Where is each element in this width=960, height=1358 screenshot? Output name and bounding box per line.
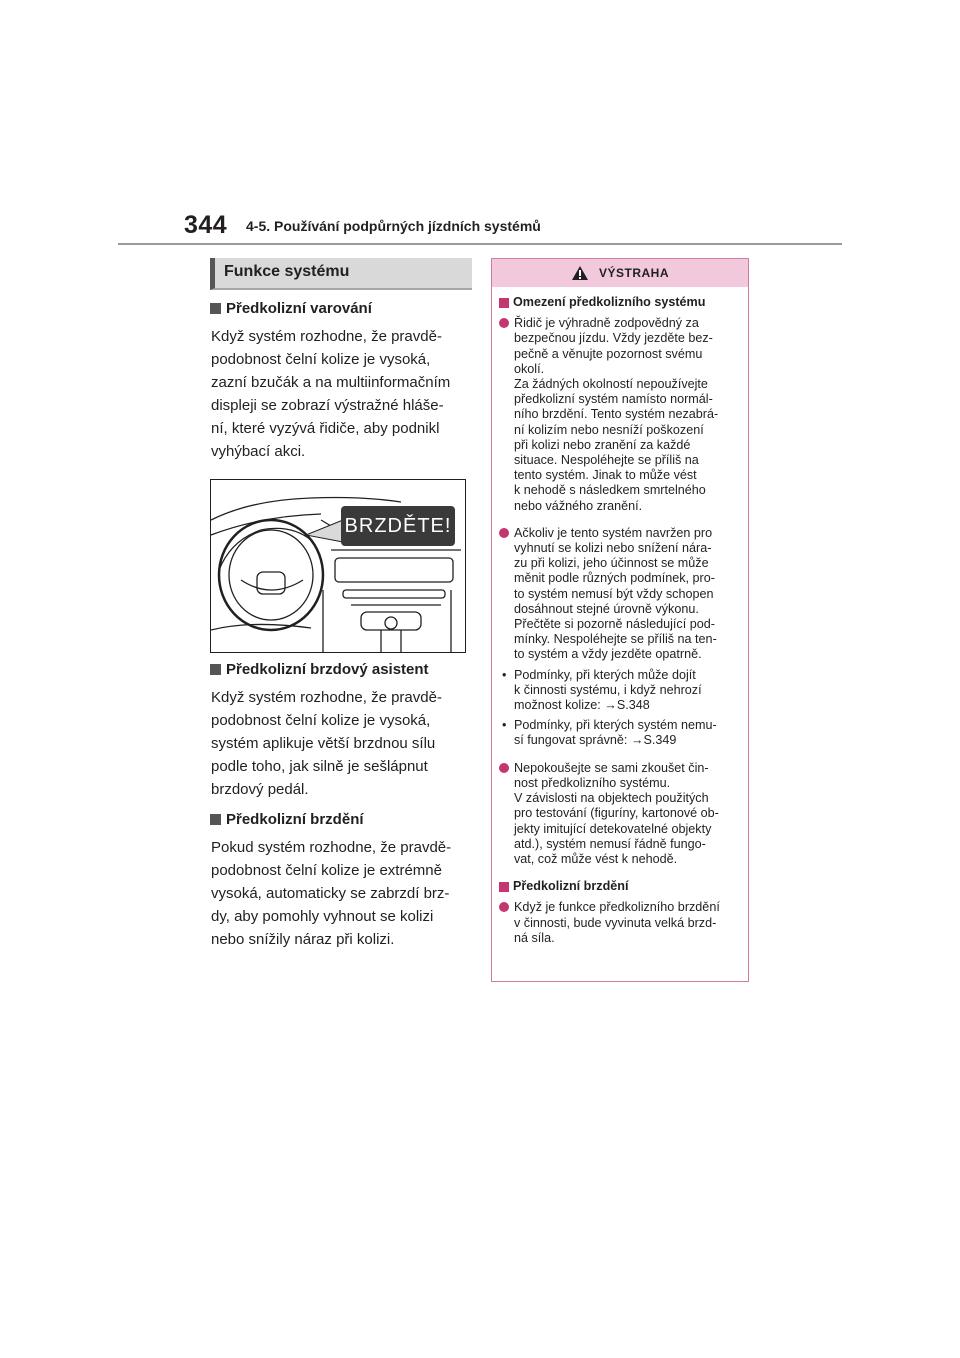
circle-bullet-icon — [499, 528, 509, 538]
text-line: okolí. — [514, 361, 545, 376]
text-line: atd.), systém nemusí řádně fungo- — [514, 836, 706, 851]
square-bullet-icon — [210, 303, 221, 314]
square-bullet-icon — [499, 882, 509, 892]
text-line: podobnost čelní kolize je vysoká, — [211, 351, 431, 368]
paragraph-warning — [210, 325, 472, 463]
paragraph-brake-assist — [210, 686, 472, 801]
text-line: ního brzdění. Tento systém nezabrá- — [514, 407, 719, 422]
warning-item — [499, 316, 742, 514]
left-column — [210, 258, 472, 951]
text-line: podle toho, jak silně je sešlápnut — [211, 758, 428, 775]
text-line: V závislosti na objektech použitých — [514, 791, 709, 806]
text-line: jekty imitující detekovatelné objekty — [514, 821, 712, 836]
square-bullet-icon — [210, 664, 221, 675]
subheading-warning — [210, 300, 472, 317]
text-line: ní, které vyzývá řidiče, aby podnikl — [211, 420, 440, 437]
warning-item — [499, 526, 742, 663]
display-text: BRZDĚTE! — [344, 515, 452, 537]
warning-triangle-icon — [571, 265, 589, 281]
text-line: tento systém. Jinak to může vést — [514, 468, 697, 483]
page-reference-link[interactable]: možnost kolize: →S.348 — [514, 698, 650, 713]
text-line: Pokud systém rozhodne, že pravdě- — [211, 839, 452, 856]
text-line: Když je funkce předkolizního brzdění — [514, 900, 720, 915]
section-title: 4-5. Používání podpůrných jízdních systémů — [246, 218, 541, 234]
section-heading-box — [210, 258, 472, 290]
section-heading: Funkce systému — [224, 263, 350, 280]
text-line: to systém nemusí být vždy schopen — [514, 586, 714, 601]
warning-subheading — [499, 295, 742, 310]
text-line: nebo snížily náraz při kolizi. — [211, 931, 395, 948]
text-line: Podmínky, při kterých může dojít — [514, 667, 696, 682]
page-number: 344 — [184, 211, 228, 239]
square-bullet-icon — [499, 298, 509, 308]
text-line: Nepokoušejte se sami zkoušet čin- — [514, 760, 709, 775]
circle-bullet-icon — [499, 902, 509, 912]
text-line: Za žádných okolností nepoužívejte — [514, 377, 708, 392]
subheading-text: Předkolizní brzdový asistent — [226, 661, 429, 678]
text-line: měnit podle různých podmínek, pro- — [514, 571, 715, 586]
header-rule — [118, 243, 842, 245]
dot-bullet: • — [502, 667, 507, 682]
text-line: zu při kolizi, jeho účinnost se může — [514, 556, 709, 571]
text-line: systém aplikuje větší brzdnou sílu — [211, 735, 436, 752]
text-line: podobnost čelní kolize je vysoká, — [211, 712, 431, 729]
warning-bullet — [499, 668, 742, 714]
subheading-braking — [210, 811, 472, 828]
circle-bullet-icon — [499, 318, 509, 328]
text-line: k nehodě s následkem smrtelného — [514, 483, 706, 498]
dashboard-illustration — [210, 479, 466, 653]
text-line: ná síla. — [514, 930, 555, 945]
warning-subheading-text: Předkolizní brzdění — [513, 879, 629, 894]
page-reference-link[interactable]: sí fungovat správně: →S.349 — [514, 733, 677, 748]
warning-title: VÝSTRAHA — [598, 266, 669, 280]
warning-item — [499, 761, 742, 867]
text-line: Když systém rozhodne, že pravdě- — [211, 689, 442, 706]
warning-item — [499, 900, 742, 946]
text-line: předkolizní systém namísto normál- — [514, 392, 713, 407]
text-line: k činnosti systému, i když nehrozí — [514, 682, 702, 697]
subheading-text: Předkolizní brzdění — [226, 811, 364, 828]
text-line: nebo vážného zranění. — [514, 498, 643, 513]
warning-bullet — [499, 718, 742, 748]
text-line: vyhýbací akci. — [211, 443, 306, 460]
text-line: bezpečnou jízdu. Vždy jezděte bez- — [514, 331, 713, 346]
warning-subheading-text: Omezení předkolizního systému — [513, 295, 706, 309]
text-line: mínky. Nespoléhejte se příliš na ten- — [514, 632, 717, 647]
warning-box — [491, 258, 749, 982]
text-line: zazní bzučák a na multiinformačním — [211, 374, 451, 391]
text-line: vat, což může vést k nehodě. — [514, 851, 678, 866]
text-line: Řidič je výhradně zodpovědný za — [514, 316, 699, 331]
text-line: Ačkoliv je tento systém navržen pro — [514, 525, 713, 540]
text-line: pečně a věnujte pozornost svému — [514, 346, 703, 361]
text-line: displeji se zobrazí výstražné hláše- — [211, 397, 444, 414]
subheading-text: Předkolizní varování — [226, 300, 372, 317]
square-bullet-icon — [210, 814, 221, 825]
text-line: při kolizi nebo zranění za každé — [514, 437, 691, 452]
dot-bullet: • — [502, 718, 507, 733]
warning-subheading — [499, 879, 742, 894]
text-line: brzdový pedál. — [211, 781, 309, 798]
subheading-brake-assist — [210, 661, 472, 678]
circle-bullet-icon — [499, 763, 509, 773]
paragraph-braking — [210, 836, 472, 951]
text-line: v činnosti, bude vyvinuta velká brzd- — [514, 915, 717, 930]
text-line: Podmínky, při kterých systém nemu- — [514, 718, 717, 733]
text-line: vyhnutí se kolizi nebo snížení nára- — [514, 541, 712, 556]
text-line: dosáhnout stejné úrovně výkonu. — [514, 601, 699, 616]
text-line: nost předkolizního systému. — [514, 775, 671, 790]
text-line: dy, aby pomohly vyhnout se kolizi — [211, 908, 434, 925]
text-line: ní kolizím nebo nesníží poškození — [514, 422, 704, 437]
text-line: to systém a vždy jezděte opatrně. — [514, 647, 702, 662]
text-line: pro testování (figuríny, kartonové ob- — [514, 806, 719, 821]
warning-header — [492, 259, 748, 287]
text-line: Když systém rozhodne, že pravdě- — [211, 328, 442, 345]
page-header — [0, 0, 960, 250]
text-line: vysoká, automaticky se zabrzdí brz- — [211, 885, 450, 902]
text-line: Přečtěte si pozorně následující pod- — [514, 617, 715, 632]
text-line: podobnost čelní kolize je extrémně — [211, 862, 442, 879]
text-line: situace. Nespoléhejte se příliš na — [514, 453, 699, 468]
warning-body — [492, 287, 748, 946]
